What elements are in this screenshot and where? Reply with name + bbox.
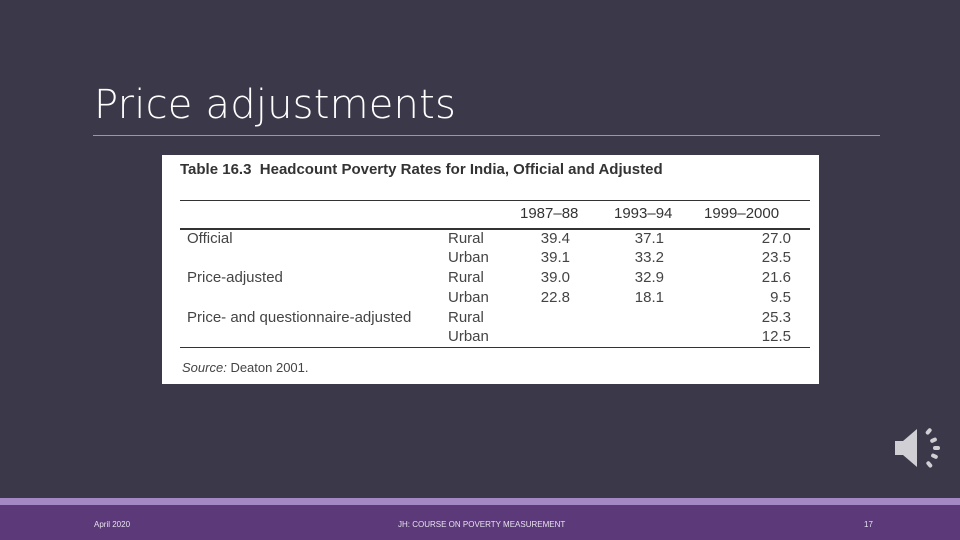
speaker-icon-graphic <box>893 425 943 471</box>
table-cell: 25.3 <box>761 309 791 326</box>
table-cell: 22.8 <box>540 289 570 306</box>
speaker-icon[interactable] <box>893 425 943 471</box>
row-area-label: Rural <box>448 309 484 326</box>
table-cell: 39.0 <box>540 269 570 286</box>
table-caption-text: Headcount Poverty Rates for India, Official and Adjusted <box>259 161 663 178</box>
table-cell: 32.9 <box>634 269 664 286</box>
poverty-rates-table <box>162 155 819 384</box>
table-rule-bottom <box>180 347 810 348</box>
row-group-label: Price-adjusted <box>187 269 283 286</box>
table-cell: 9.5 <box>770 289 791 306</box>
table-source <box>182 360 309 375</box>
table-cell: 39.1 <box>540 249 570 266</box>
column-header-1999: 1999–2000 <box>704 205 780 222</box>
row-area-label: Urban <box>448 289 489 306</box>
row-area-label: Urban <box>448 328 489 345</box>
table-caption <box>180 161 663 178</box>
table-cell: 12.5 <box>761 328 791 345</box>
footer-page-number: 17 <box>864 520 873 529</box>
column-header-1993: 1993–94 <box>614 205 673 222</box>
footer-date: April 2020 <box>94 520 131 529</box>
table-rule-top <box>180 200 810 201</box>
table-cell: 33.2 <box>634 249 664 266</box>
slide-title: Price adjustments <box>94 82 457 128</box>
table-cell: 23.5 <box>761 249 791 266</box>
table-cell: 39.4 <box>540 230 570 247</box>
footer-band <box>0 498 960 540</box>
row-area-label: Urban <box>448 249 489 266</box>
source-label: Source: <box>182 360 227 375</box>
row-area-label: Rural <box>448 269 484 286</box>
row-area-label: Rural <box>448 230 484 247</box>
table-cell: 37.1 <box>634 230 664 247</box>
title-divider <box>93 135 880 136</box>
table-cell: 18.1 <box>634 289 664 306</box>
row-group-label: Official <box>187 230 233 247</box>
table-cell: 27.0 <box>761 230 791 247</box>
footer-course: JH: COURSE ON POVERTY MEASUREMENT <box>398 520 566 529</box>
table-rule-header <box>180 228 810 230</box>
footer-accent-strip <box>0 498 960 505</box>
source-text: Deaton 2001. <box>230 360 309 375</box>
column-header-1987: 1987–88 <box>520 205 579 222</box>
table-cell: 21.6 <box>761 269 791 286</box>
table-caption-label: Table 16.3 <box>180 161 252 178</box>
row-group-label: Price- and questionnaire-adjusted <box>187 309 412 326</box>
